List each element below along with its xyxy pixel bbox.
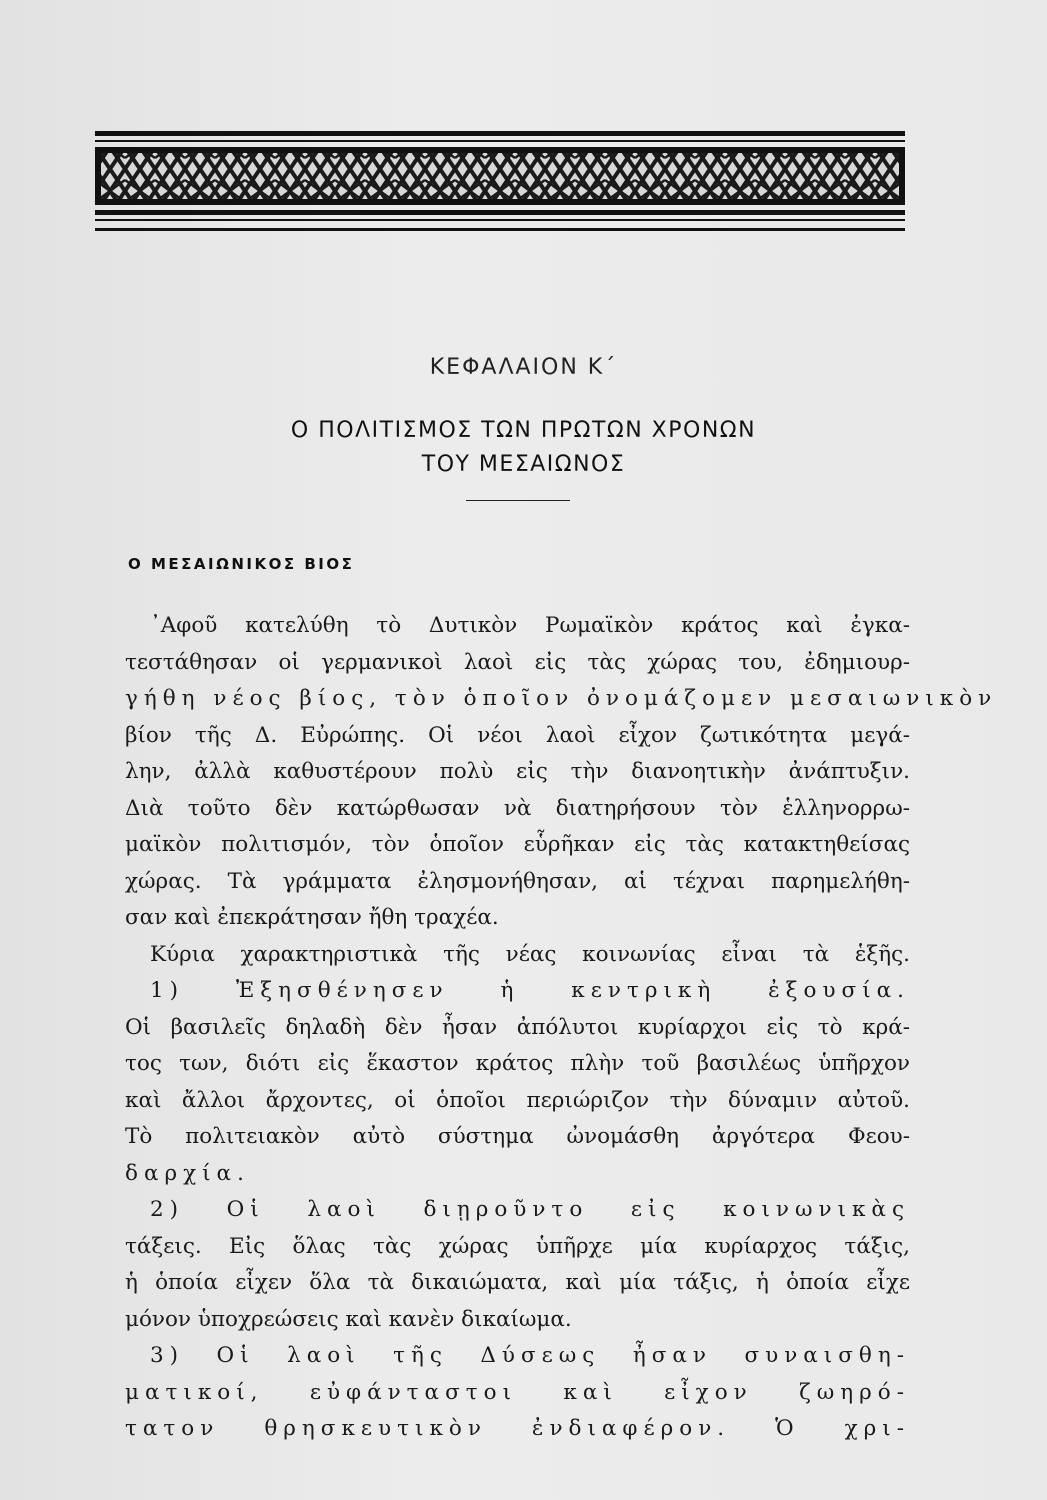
text-line: Οἱ βασιλεῖς δηλαδὴ δὲν ἦσαν ἀπόλυτοι κυρίαρχοι εἰς τὸ κρά- — [125, 1014, 910, 1040]
text-line: ματικοί, εὐφάνταστοι καὶ εἶχον ζωηρό- — [125, 1379, 910, 1405]
text-line: βίον τῆς Δ. Εὐρώπης. Οἱ νέοι λαοὶ εἶχον ζωτικότητα μεγά- — [125, 722, 910, 748]
text-line: 2) Οἱ λαοὶ διῃροῦντο εἰς κοινωνικὰς — [150, 1197, 910, 1222]
chapter-heading: ΚΕΦΑΛΑΙΟΝ Κ΄ — [429, 355, 618, 380]
title-divider — [466, 500, 570, 501]
text-line: τεστάθησαν οἱ γερμανικοὶ λαοὶ εἰς τὰς χώρας του, ἐδημιουρ- — [125, 649, 910, 675]
text-line: γήθη νέος βίος, τὸν ὁποῖον ὀνομάζομεν μεσαιωνικὸν — [125, 686, 998, 711]
text-line: 3) Οἱ λαοὶ τῆς Δύσεως ἦσαν συναισθη- — [150, 1343, 910, 1368]
text-line: καὶ ἄλλοι ἄρχοντες, οἱ ὁποῖοι περιώριζον τὴν δύναμιν αὐτοῦ. — [125, 1087, 910, 1113]
section-heading: Ο ΜΕΣΑΙΩΝΙΚΟΣ ΒΙΟΣ — [128, 555, 355, 573]
text-line: λην, ἀλλὰ καθυστέρουν πολὺ εἰς τὴν διανοητικὴν ἀνάπτυξιν. — [125, 759, 910, 784]
text-line: Διὰ τοῦτο δὲν κατώρθωσαν νὰ διατηρήσουν τὸν ἑλληνορρω- — [125, 795, 910, 821]
text-line: Κύρια χαρακτηριστικὰ τῆς νέας κοινωνίας εἶναι τὰ ἑξῆς. — [150, 941, 910, 967]
text-line: ἡ ὁποία εἶχεν ὅλα τὰ δικαιώματα, καὶ μία τάξις, ἡ ὁποία εἶχε — [125, 1270, 910, 1295]
text-line: τος των, διότι εἰς ἕκαστον κράτος πλὴν τοῦ βασιλέως ὑπῆρχον — [125, 1051, 910, 1076]
text-line: μόνον ὑποχρεώσεις καὶ κανὲν δικαίωμα. — [125, 1306, 572, 1332]
text-line: τατον θρησκευτικὸν ἐνδιαφέρον. Ὁ χρι- — [125, 1416, 910, 1441]
celtic-knot-ornament — [95, 125, 905, 240]
text-line: χώρας. Τὰ γράμματα ἐλησμονήθησαν, αἱ τέχναι παρημελήθη- — [125, 868, 910, 894]
text-line: σαν καὶ ἐπεκράτησαν ἤθη τραχέα. — [125, 905, 499, 930]
chapter-title-line-2: ΤΟΥ ΜΕΣΑΙΩΝΟΣ — [421, 452, 626, 477]
text-line: 1) Ἐξησθένησεν ἡ κεντρικὴ ἐξουσία. — [150, 978, 910, 1003]
text-line: δαρχία. — [125, 1160, 250, 1186]
text-line: τάξεις. Εἰς ὅλας τὰς χώρας ὑπῆρχε μία κυρίαρχος τάξις, — [125, 1233, 910, 1259]
text-line: μαϊκὸν πολιτισμόν, τὸν ὁποῖον εὗρῆκαν εἰς τὰς κατακτηθείσας — [125, 832, 910, 857]
text-line: Τὸ πολιτειακὸν αὐτὸ σύστημα ὠνομάσθη ἀργότερα Φεου- — [125, 1124, 910, 1149]
chapter-title-line-1: Ο ΠΟΛΙΤΙΣΜΟΣ ΤΩΝ ΠΡΩΤΩΝ ΧΡΟΝΩΝ — [290, 418, 757, 443]
text-line: ᾿Αφοῦ κατελύθη τὸ Δυτικὸν Ρωμαϊκὸν κράτος καὶ ἐγκα- — [150, 613, 910, 638]
